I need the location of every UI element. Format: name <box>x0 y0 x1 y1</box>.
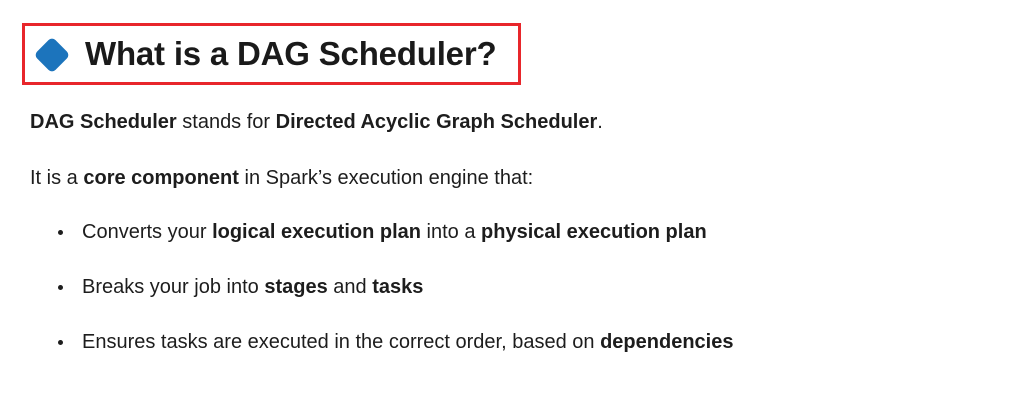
text-segment: DAG Scheduler <box>30 111 177 133</box>
text-segment: dependencies <box>600 331 734 353</box>
page-title: What is a DAG Scheduler? <box>85 35 497 72</box>
text-segment: logical execution plan <box>212 221 421 243</box>
text-segment: into a <box>421 221 482 243</box>
text-segment: Ensures tasks are executed in the correct order, based on <box>82 331 601 353</box>
text-segment: and <box>327 276 373 298</box>
text-segment: It is a <box>30 167 84 189</box>
text-segment: core component <box>83 167 239 189</box>
text-segment: stands for <box>176 111 276 133</box>
text-segment: in Spark’s execution engine that: <box>238 167 534 189</box>
text-segment: stages <box>264 276 328 298</box>
list-item <box>75 220 1017 245</box>
text-segment: Converts your <box>82 221 213 243</box>
blue-diamond-icon <box>34 37 71 74</box>
bullet-list <box>22 220 1017 355</box>
paragraph-definition <box>30 110 1017 135</box>
paragraph-intro <box>30 166 1017 191</box>
text-segment: Breaks your job into <box>82 276 265 298</box>
text-segment: physical execution plan <box>481 221 707 243</box>
heading-highlight-box <box>22 23 521 85</box>
text-segment: tasks <box>372 276 424 298</box>
list-item <box>75 275 1017 300</box>
list-item <box>75 330 1017 355</box>
text-segment: Directed Acyclic Graph Scheduler <box>275 111 598 133</box>
text-segment: . <box>597 111 603 133</box>
